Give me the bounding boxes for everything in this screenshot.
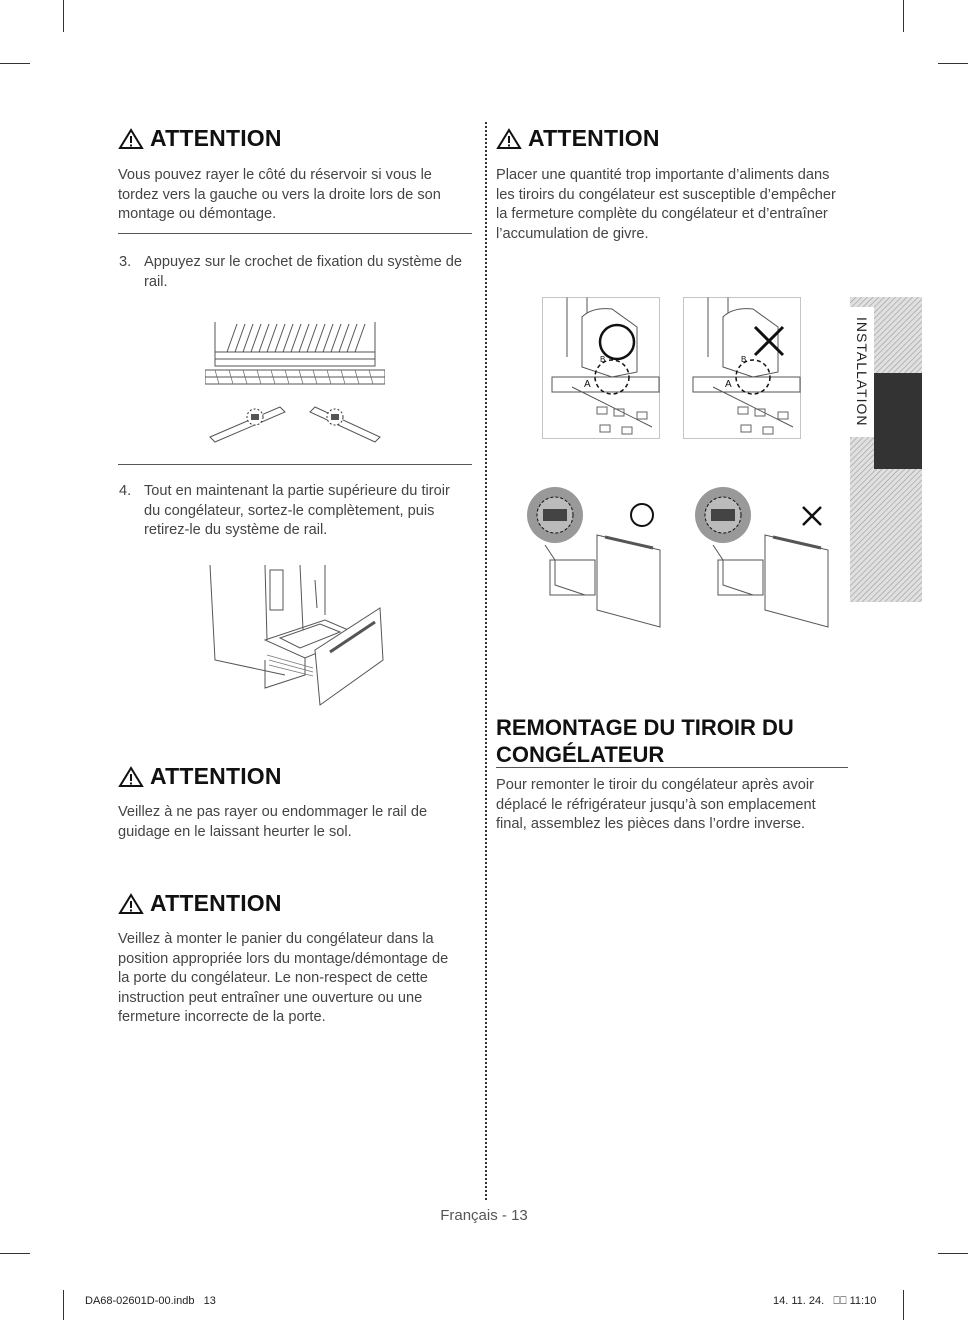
basket-correct-position-illustration (542, 297, 660, 439)
step-text: Tout en maintenant la partie supérieure du tiroir du congélateur, sortez-le complètement, puis retirez-le du système de rail. (144, 483, 450, 539)
crop-mark (938, 1253, 968, 1254)
mark-b: B (741, 355, 747, 364)
attention-text: Veillez à ne pas rayer ou endommager le rail de guidage en le laissant heurter le sol. (118, 804, 428, 840)
attention-label: ATTENTION (150, 125, 282, 151)
basket-incorrect-position-illustration (683, 297, 801, 439)
attention-label: ATTENTION (528, 125, 660, 151)
warning-triangle-icon (496, 128, 522, 150)
attention-heading (118, 890, 282, 917)
file-slug: DA68-02601D-00.indb 13 (85, 1295, 216, 1307)
step-text: Appuyez sur le crochet de fixation du système de rail. (144, 254, 462, 290)
mark-a: A (725, 379, 732, 390)
side-tab-label: INSTALLATION (850, 307, 874, 437)
attention-text: Vous pouvez rayer le côté du réservoir si vous le tordez vers la gauche ou vers la droite lors de son montage ou démontage. (118, 167, 441, 223)
attention-heading (118, 763, 282, 790)
warning-triangle-icon (118, 128, 144, 150)
drawer-removal-illustration (205, 560, 390, 710)
crop-mark (0, 1253, 30, 1254)
section-text: Pour remonter le tiroir du congélateur après avoir déplacé le réfrigérateur jusqu’à son emplacement final, assemblez les pièces dans l’ordre inverse. (496, 777, 816, 833)
crop-mark (63, 0, 64, 32)
attention-text: Veillez à monter le panier du congélateur dans la position appropriée lors du montage/démontage de la porte du congélateur. Le non-respect de cette instruction peut entraîner une ouverture ou une fermeture incorrecte de la porte. (118, 931, 449, 1026)
section-title: REMONTAGE DU TIROIR DU CONGÉLATEUR (496, 715, 794, 767)
mark-b: B (600, 355, 606, 364)
warning-triangle-icon (118, 766, 144, 788)
crop-mark (938, 63, 968, 64)
divider-rule (118, 233, 472, 234)
step-number: 3. (119, 254, 132, 270)
page-number: Français - 13 (440, 1207, 528, 1224)
warning-triangle-icon (118, 893, 144, 915)
side-tab (850, 297, 922, 602)
section-rule (496, 767, 848, 768)
attention-heading (118, 125, 282, 152)
divider-rule (118, 464, 472, 465)
door-basket-incorrect-illustration (693, 485, 838, 630)
rail-hook-illustration (205, 312, 385, 454)
crop-mark (0, 63, 30, 64)
mark-a: A (584, 379, 591, 390)
attention-text: Placer une quantité trop importante d’aliments dans les tiroirs du congélateur est susceptible d’empêcher la fermeture complète du congélateur et d’entraîner l’accumulation de givre. (496, 167, 836, 242)
step-3 (119, 253, 469, 293)
crop-mark (903, 0, 904, 32)
date-slug: 14. 11. 24. ⎕⎕ 11:10 (773, 1295, 877, 1307)
step-4 (119, 482, 469, 542)
attention-heading (496, 125, 660, 152)
door-basket-correct-illustration (525, 485, 670, 630)
attention-label: ATTENTION (150, 890, 282, 916)
step-number: 4. (119, 483, 132, 499)
attention-label: ATTENTION (150, 763, 282, 789)
crop-mark (903, 1290, 904, 1320)
column-divider (485, 122, 487, 1200)
crop-mark (63, 1290, 64, 1320)
